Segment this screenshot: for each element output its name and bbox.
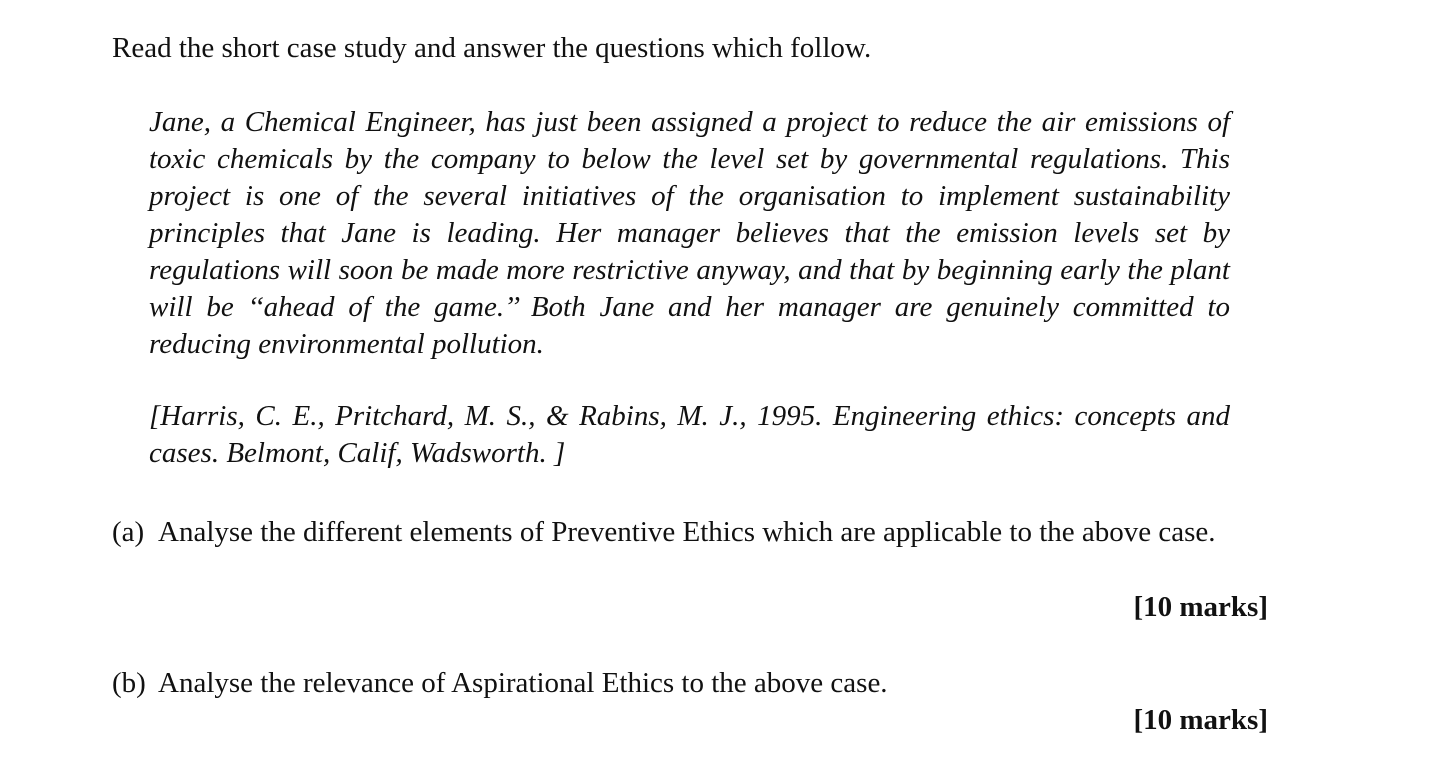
question-a — [112, 512, 1268, 552]
case-study-block — [149, 104, 1230, 363]
question-b-text: Analyse the relevance of Aspirational Ethics to the above case. — [158, 667, 888, 699]
instruction-text: Read the short case study and answer the questions which follow. — [112, 32, 872, 64]
case-study-citation: [Harris, C. E., Pritchard, M. S., & Rabins, M. J., 1995. Engineering ethics: concepts and cases. Belmont, Calif, Wadsworth. ] — [149, 400, 1230, 469]
question-b-marks: [10 marks] — [1133, 704, 1268, 736]
question-a-marks: [10 marks] — [1133, 591, 1268, 623]
question-b — [112, 663, 1268, 703]
question-a-text: Analyse the different elements of Preventive Ethics which are applicable to the above case. — [158, 516, 1216, 548]
question-b-label: (b) — [112, 667, 146, 699]
question-a-label: (a) — [112, 516, 145, 548]
case-study-text: Jane, a Chemical Engineer, has just been assigned a project to reduce the air emissions of toxic chemicals by the company to below the level set by governmental regulations. This project is one of the several initiatives of the organisation to implement sustainability principles that Jane is leading. Her manager believes that the emission levels set by regulations will soon be made more restrictive anyway, and that by beginning early the plant will be ‘‘ahead of the game.’’ Both Jane and her manager are genuinely committed to reducing environmental pollution. — [149, 106, 1230, 360]
